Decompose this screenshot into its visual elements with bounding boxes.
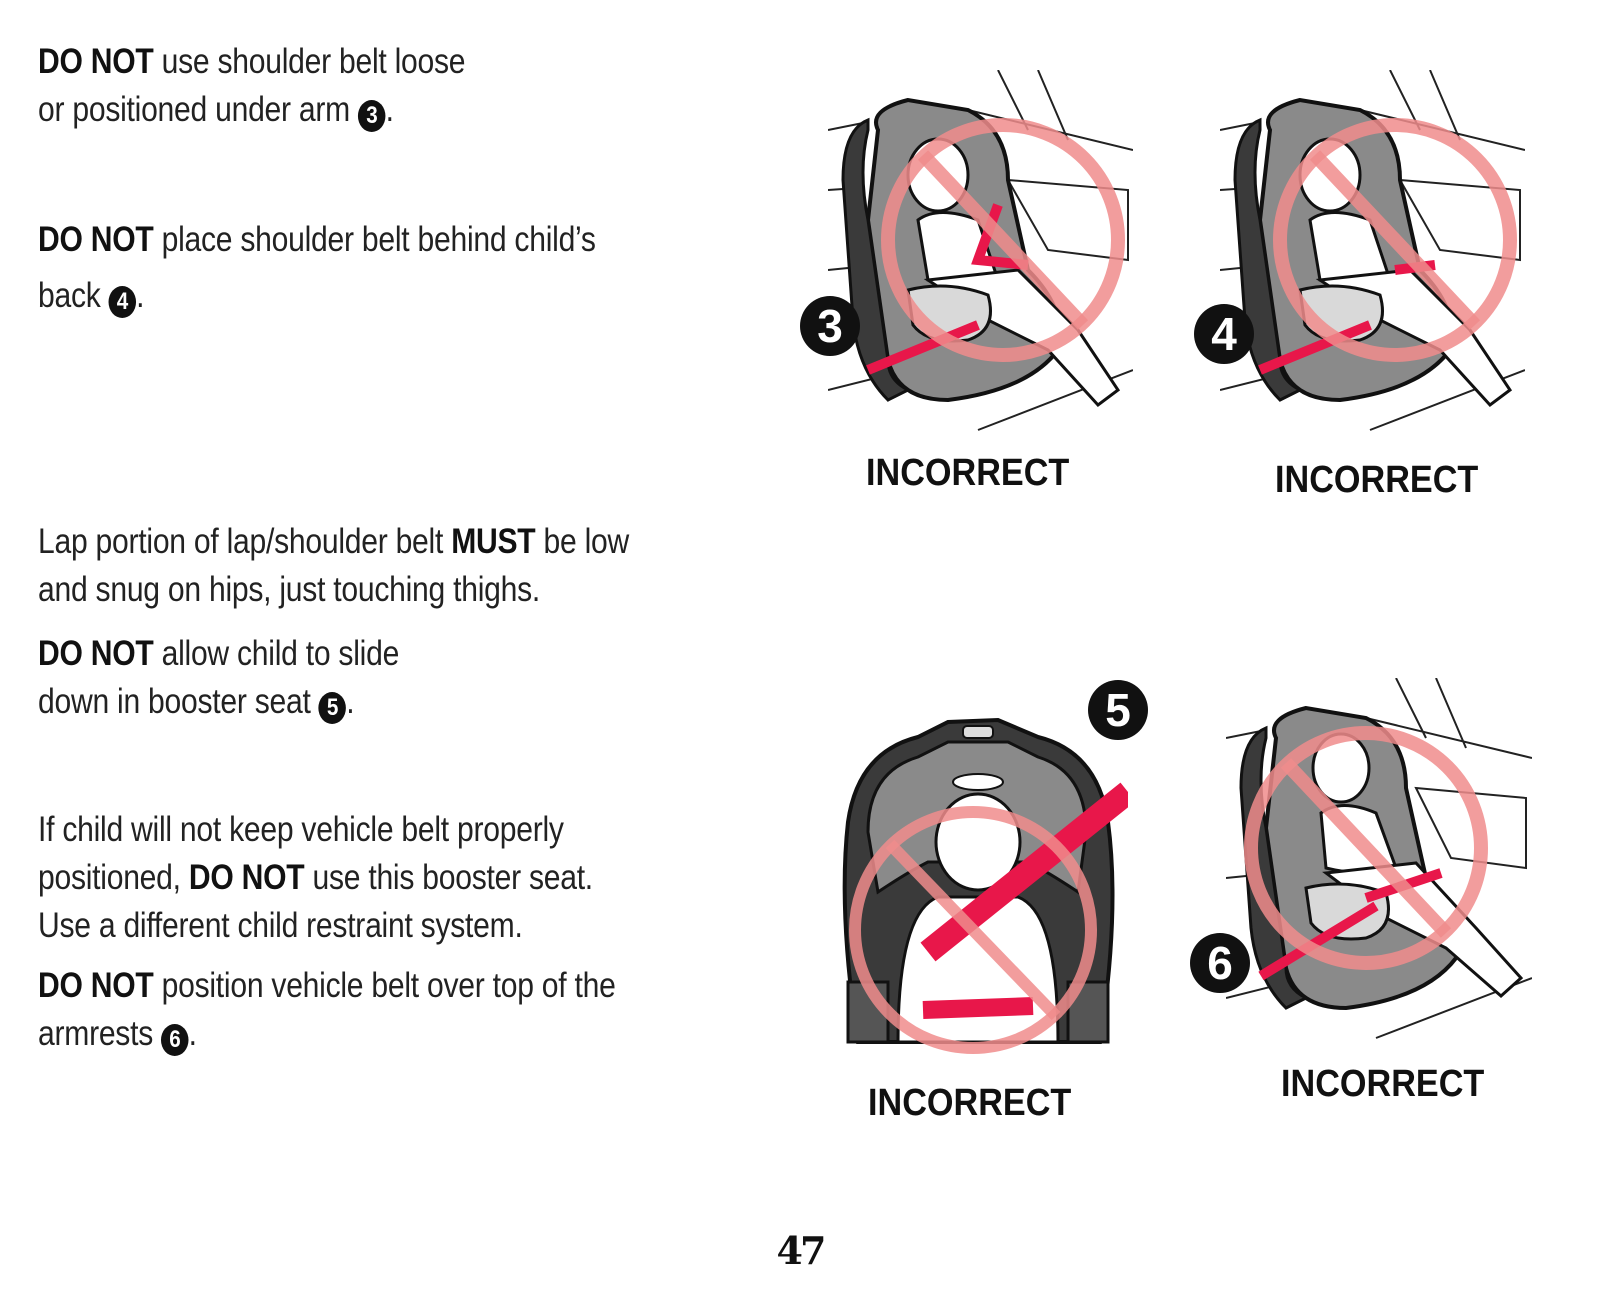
instruction-text: armrests: [38, 1014, 162, 1053]
figure-ref-6-icon: 6: [161, 1024, 189, 1056]
instruction-text: If child will not keep vehicle belt properly: [38, 810, 564, 849]
punctuation: .: [136, 276, 145, 315]
figure-4-caption: INCORRECT: [1275, 459, 1479, 501]
figure-3-caption: INCORRECT: [866, 452, 1070, 494]
punctuation: .: [188, 1014, 197, 1053]
instruction-text: use shoulder belt loose: [153, 42, 466, 81]
figure-3-badge: 3: [800, 296, 860, 356]
figure-6-caption: INCORRECT: [1281, 1063, 1485, 1105]
page-number: 47: [776, 1228, 824, 1273]
instruction-alternative-restraint: [38, 806, 593, 950]
figure-ref-4-icon: 4: [109, 286, 137, 318]
instruction-armrests: [38, 962, 616, 1058]
instruction-text: positioned,: [38, 858, 189, 897]
warning-label: DO NOT: [38, 220, 154, 259]
figure-5-caption: INCORRECT: [868, 1082, 1072, 1124]
instruction-text: and snug on hips, just touching thighs.: [38, 570, 540, 609]
instruction-text: Lap portion of lap/shoulder belt: [38, 522, 452, 561]
figure-4-illustration: [1220, 70, 1525, 450]
figure-6-badge: 6: [1190, 933, 1250, 993]
instruction-text: be low: [535, 522, 630, 561]
instruction-text: position vehicle belt over top of the: [153, 966, 616, 1005]
warning-label: DO NOT: [38, 966, 154, 1005]
warning-label: DO NOT: [188, 858, 305, 897]
instruction-text: back: [38, 276, 109, 315]
figure-ref-5-icon: 5: [319, 692, 347, 724]
instruction-text: place shoulder belt behind child’s: [153, 220, 596, 259]
instruction-slide-down: [38, 630, 399, 726]
instruction-text: use this booster seat.: [304, 858, 593, 897]
instruction-text: or positioned under arm: [38, 90, 359, 129]
figure-6-illustration: [1226, 678, 1532, 1058]
warning-label: MUST: [451, 522, 536, 561]
figure-4-badge: 4: [1194, 304, 1254, 364]
instruction-text: allow child to slide: [153, 634, 400, 673]
instruction-shoulder-behind: [38, 212, 596, 324]
figure-5-illustration: [828, 712, 1128, 1054]
punctuation: .: [346, 682, 355, 721]
figure-3-illustration: [828, 70, 1133, 450]
warning-label: DO NOT: [38, 42, 154, 81]
warning-label: DO NOT: [38, 634, 154, 673]
figure-5-badge: 5: [1088, 680, 1148, 740]
instruction-text: down in booster seat: [38, 682, 319, 721]
punctuation: .: [385, 90, 394, 129]
instruction-text: Use a different child restraint system.: [38, 906, 523, 945]
figure-ref-3-icon: 3: [358, 100, 386, 132]
instruction-shoulder-loose: [38, 38, 465, 134]
instruction-lap-portion: [38, 518, 629, 614]
